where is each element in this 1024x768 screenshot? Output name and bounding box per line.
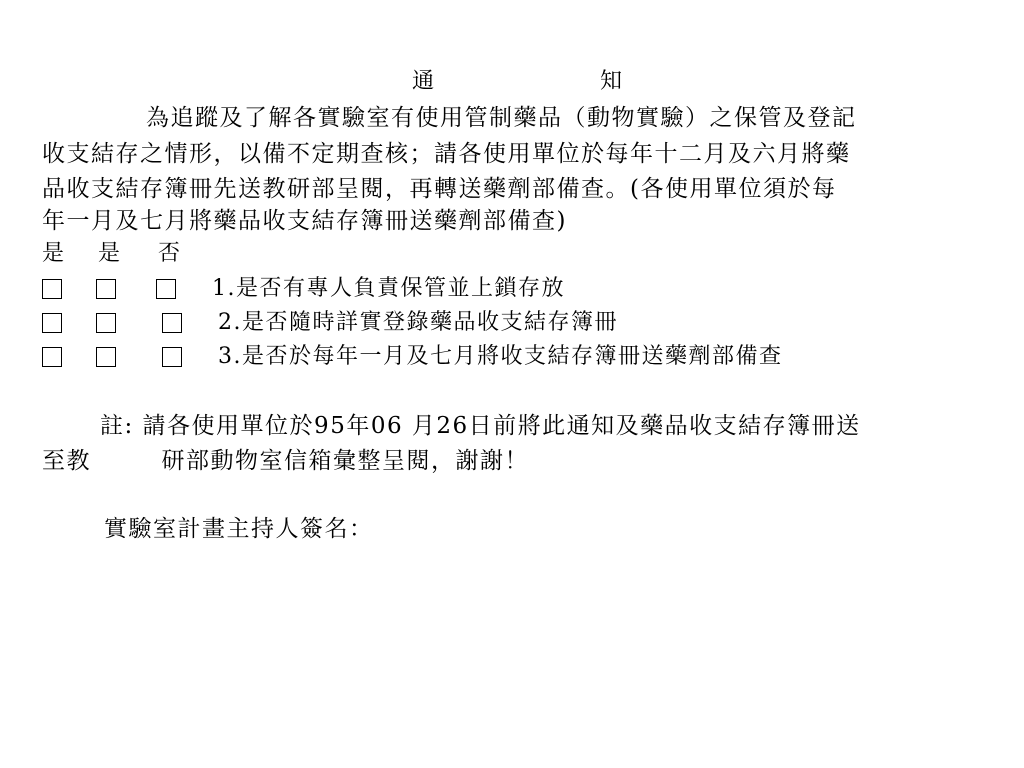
column-header-yes-2: 是 xyxy=(98,241,121,266)
checklist-row-3 xyxy=(0,343,1024,371)
checklist-row-1 xyxy=(0,275,1024,303)
body-line-3: 品收支結存簿冊先送教研部呈閱，再轉送藥劑部備查。(各使用單位須於每 xyxy=(42,176,837,202)
checklist-row-2 xyxy=(0,309,1024,337)
column-header-no: 否 xyxy=(158,241,181,266)
note-line-2: 至教 研部動物室信箱彙整呈閱，謝謝！ xyxy=(42,448,529,474)
notice-title xyxy=(412,68,623,96)
checkbox-yes-2[interactable] xyxy=(96,347,116,367)
checkbox-no[interactable] xyxy=(162,347,182,367)
column-header-yes-1: 是 xyxy=(42,241,65,266)
body-line-4: 年一月及七月將藥品收支結存簿冊送藥劑部備查) xyxy=(42,208,567,234)
checkbox-yes-2[interactable] xyxy=(96,313,116,333)
title-part-1: 通 xyxy=(412,69,435,94)
checklist-item-label: 3.是否於每年一月及七月將收支結存簿冊送藥劑部備查 xyxy=(218,344,783,369)
body-line-2: 收支結存之情形，以備不定期查核；請各使用單位於每年十二月及六月將藥 xyxy=(42,141,851,167)
signature-label: 實驗室計畫主持人簽名： xyxy=(104,516,374,542)
note-line-1: 註: 請各使用單位於95年06 月26日前將此通知及藥品收支結存簿冊送 xyxy=(100,413,861,439)
checklist-item-label: 1.是否有專人負責保管並上鎖存放 xyxy=(212,276,565,301)
title-part-2: 知 xyxy=(600,69,623,94)
checkbox-yes-1[interactable] xyxy=(42,279,62,299)
checkbox-no[interactable] xyxy=(156,279,176,299)
checkbox-yes-1[interactable] xyxy=(42,313,62,333)
checkbox-yes-1[interactable] xyxy=(42,347,62,367)
checkbox-no[interactable] xyxy=(162,313,182,333)
body-line-1: 為追蹤及了解各實驗室有使用管制藥品（動物實驗）之保管及登記 xyxy=(146,105,857,131)
checkbox-yes-2[interactable] xyxy=(96,279,116,299)
checklist-item-label: 2.是否隨時詳實登錄藥品收支結存簿冊 xyxy=(218,310,618,335)
